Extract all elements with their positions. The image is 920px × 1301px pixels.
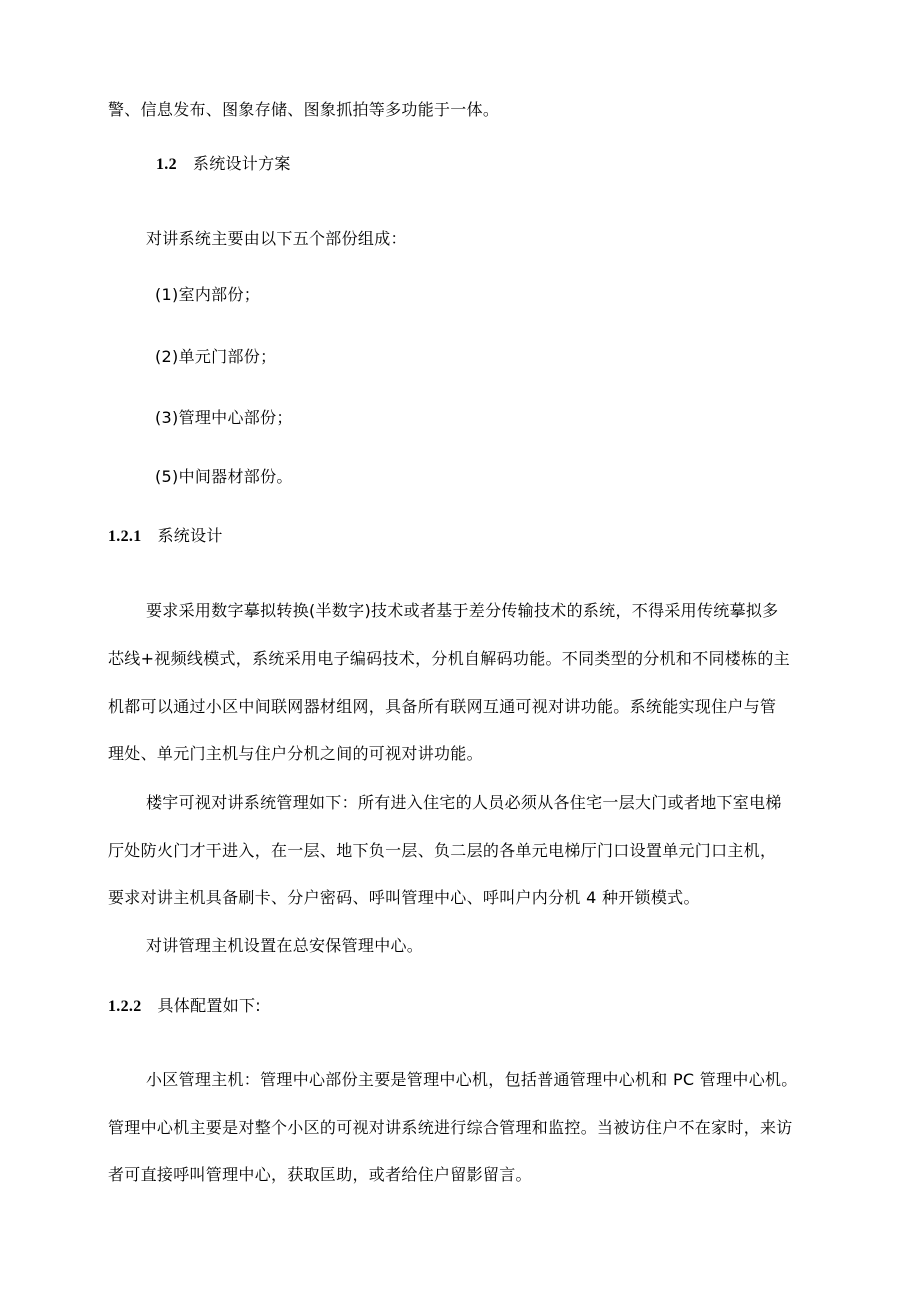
paragraph-line: 机都可以通过小区中间联网器材组网，具备所有联网互通可视对讲功能。系统能实现住户与管 (108, 697, 777, 716)
section-heading-1-2-2 (108, 996, 261, 1017)
list-item: (2)单元门部份； (155, 347, 277, 366)
list-item: (3)管理中心部份； (155, 408, 293, 427)
paragraph-line: 小区管理主机：管理中心部份主要是管理中心机，包括普通管理中心机和 PC 管理中心机。 (146, 1070, 798, 1089)
paragraph-line: 管理中心机主要是对整个小区的可视对讲系统进行综合管理和监控。当被访住户不在家时，来访 (108, 1118, 793, 1137)
paragraph-line: 者可直接呼叫管理中心，获取匡助，或者给住户留影留言。 (108, 1165, 532, 1184)
list-item: (5)中间器材部份。 (155, 467, 293, 486)
paragraph-line: 要求对讲主机具备刷卡、分户密码、呼叫管理中心、呼叫户内分机 4 种开锁模式。 (108, 888, 700, 907)
paragraph-line: 理处、单元门主机与住户分机之间的可视对讲功能。 (108, 744, 483, 763)
section-number: 1.2.2 (108, 998, 142, 1015)
section-title: 系统设计方案 (192, 154, 291, 173)
paragraph-line: 对讲管理主机设置在总安保管理中心。 (146, 936, 424, 955)
section-heading-1-2-1 (108, 526, 223, 547)
section-title: 系统设计 (157, 526, 223, 545)
section-number: 1.2.1 (108, 528, 142, 545)
section-heading-1-2 (156, 154, 291, 175)
intro-text: 对讲系统主要由以下五个部份组成： (146, 229, 407, 248)
list-item: (1)室内部份； (155, 285, 261, 304)
paragraph-line: 要求采用数字摹拟转换(半数字)技术或者基于差分传输技术的系统，不得采用传统摹拟多 (146, 601, 779, 620)
paragraph-line: 厅处防火门才干进入，在一层、地下负一层、负二层的各单元电梯厅门口设置单元门口主机， (108, 841, 777, 860)
section-title: 具体配置如下: (157, 996, 261, 1015)
paragraph-line: 警、信息发布、图象存储、图象抓拍等多功能于一体。 (108, 100, 500, 119)
paragraph-line: 芯线+视频线模式，系统采用电子编码技术，分机自解码功能。不同类型的分机和不同楼栋的主 (108, 649, 791, 668)
paragraph-line: 楼宇可视对讲系统管理如下：所有进入住宅的人员必须从各住宅一层大门或者地下室电梯 (146, 793, 782, 812)
section-number: 1.2 (156, 156, 177, 173)
